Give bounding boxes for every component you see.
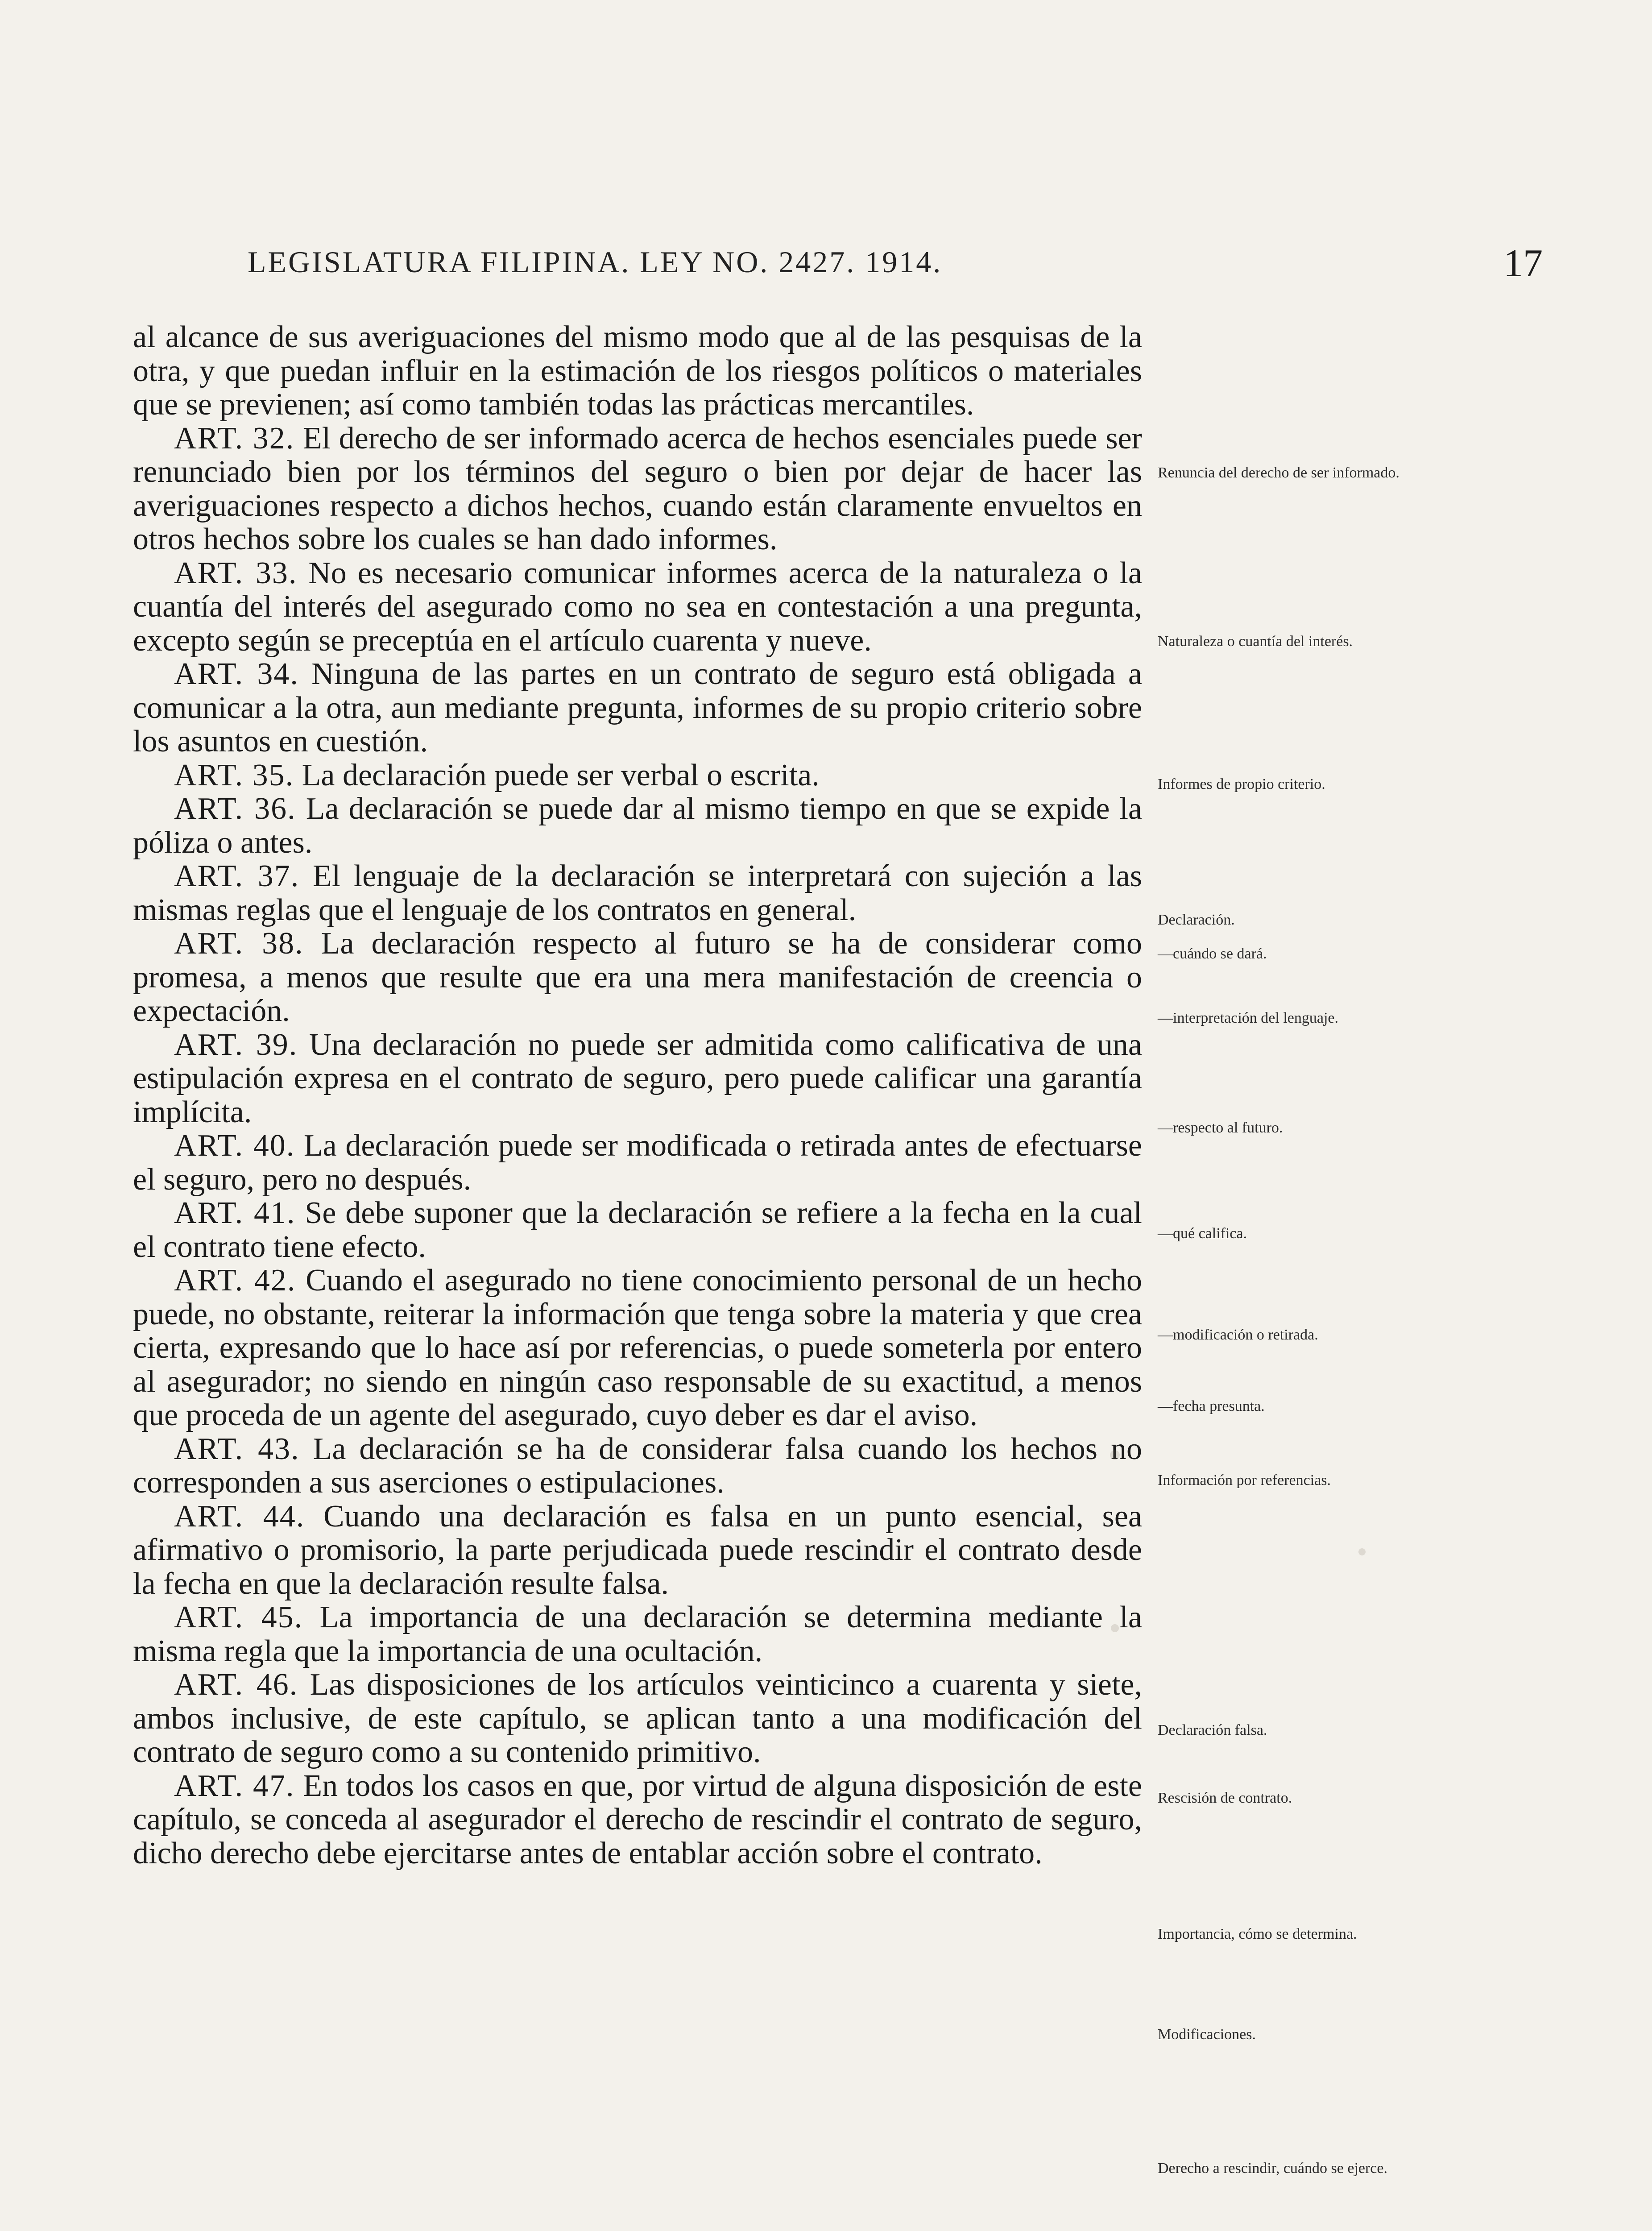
article-36: [133, 792, 1142, 859]
sidenote-califica: —qué califica.: [1158, 1225, 1247, 1242]
article-label: ART. 45.: [174, 1600, 303, 1634]
sidenote-informes: Informes de propio criterio.: [1158, 776, 1325, 792]
sidenote-futuro: —respecto al futuro.: [1158, 1120, 1283, 1136]
article-46: [133, 1668, 1142, 1769]
article-text: En todos los casos en que, por virtud de alguna disposición de este capítulo, se conceda al asegurador el derecho de rescindir el contrato de seguro, dicho derecho debe ejercitarse antes de entablar acción sobre el contrato.: [133, 1768, 1142, 1870]
article-label: ART. 46.: [174, 1667, 298, 1702]
article-39: [133, 1028, 1142, 1129]
article-label: ART. 36.: [174, 792, 296, 826]
article-text: La declaración puede ser verbal o escrita.: [302, 758, 820, 792]
sidenote-fecha: —fecha presunta.: [1158, 1398, 1265, 1414]
page-number: 17: [1503, 242, 1543, 285]
article-label: ART. 35.: [174, 758, 294, 792]
article-40: [133, 1129, 1142, 1196]
article-label: ART. 34.: [174, 657, 299, 691]
article-label: ART. 32.: [174, 421, 295, 456]
article-43: [133, 1432, 1142, 1500]
article-text: Cuando el asegurado no tiene conocimiento personal de un hecho puede, no obstante, reiterar la información que tenga sobre la materia y que crea cierta, expresando que lo hace así por referencias, o puede someterla por entero al asegurador; no siendo en ningún caso responsable de su exactitud, a menos que proceda de un agente del asegurado, cuyo deber es dar el aviso.: [133, 1263, 1143, 1432]
article-label: ART. 42.: [174, 1263, 296, 1298]
article-text: La importancia de una declaración se determina mediante la misma regla que la importancia de una ocultación.: [133, 1600, 1142, 1668]
article-text: El derecho de ser informado acerca de hechos esenciales puede ser renunciado bien por los términos del seguro o bien por dejar de hacer las averiguaciones respecto a dichos hechos, cuando están claramente envueltos en otros hechos sobre los cuales se han dado informes.: [133, 421, 1142, 556]
sidenote-falsa: Declaración falsa.: [1158, 1722, 1267, 1738]
article-label: ART. 47.: [174, 1768, 295, 1803]
sidenote-importancia: Importancia, cómo se determina.: [1158, 1926, 1357, 1942]
article-text: La declaración se puede dar al mismo tiempo en que se expide la póliza o antes.: [133, 792, 1142, 860]
sidenote-referencias: Información por referencias.: [1158, 1472, 1331, 1489]
article-text: Cuando una declaración es falsa en un punto esencial, sea afirmativo o promisorio, la parte perjudicada puede rescindir el contrato desde la fecha en que la declaración resulte falsa.: [133, 1499, 1142, 1601]
article-37: [133, 859, 1142, 927]
paper-speck: [1358, 1548, 1366, 1555]
sidenote-derecho: Derecho a rescindir, cuándo se ejerce.: [1158, 2160, 1387, 2177]
article-text: Las disposiciones de los artículos veinticinco a cuarenta y siete, ambos inclusive, de este capítulo, se aplican tanto a una modificación del contrato de seguro como a su contenido primitivo.: [133, 1667, 1143, 1769]
article-text: Ninguna de las partes en un contrato de seguro está obligada a comunicar a la otra, aun mediante pregunta, informes de su propio criterio sobre los asuntos en cuestión.: [133, 657, 1143, 759]
sidenote-modificaciones: Modificaciones.: [1158, 2026, 1256, 2043]
article-label: ART. 43.: [174, 1431, 300, 1466]
article-47: [133, 1769, 1142, 1870]
article-42: [133, 1264, 1142, 1432]
sidenote-declaracion: Declaración.: [1158, 912, 1235, 928]
article-33: [133, 556, 1142, 658]
article-text: Una declaración no puede ser admitida como calificativa de una estipulación expresa en el contrato de seguro, pero puede calificar una garantía implícita.: [133, 1027, 1142, 1129]
sidenote-interpretacion: —interpretación del lenguaje.: [1158, 1010, 1338, 1026]
article-label: ART. 33.: [174, 556, 298, 590]
article-label: ART. 41.: [174, 1196, 296, 1230]
article-38: [133, 927, 1142, 1028]
article-label: ART. 37.: [174, 859, 300, 893]
sidenote-naturaleza: Naturaleza o cuantía del interés.: [1158, 633, 1353, 650]
article-text: El lenguaje de la declaración se interpretará con sujeción a las mismas reglas que el lenguaje de los contratos en general.: [133, 859, 1143, 927]
sidenote-cuando: —cuándo se dará.: [1158, 945, 1267, 962]
paper-speck: [1111, 1624, 1119, 1632]
sidenote-rescision: Rescisión de contrato.: [1158, 1790, 1292, 1806]
running-title: LEGISLATURA FILIPINA. LEY NO. 2427. 1914.: [248, 245, 943, 279]
article-text: No es necesario comunicar informes acerca de la naturaleza o la cuantía del interés del asegurado como no sea en contestación a una pregunta, excepto según se preceptúa en el artículo cuarenta y nueve.: [133, 556, 1143, 658]
article-label: ART. 38.: [174, 926, 304, 961]
paragraph-continuation: al alcance de sus averiguaciones del mismo modo que al de las pesquisas de la otra, y que puedan influir en la estimación de los riesgos políticos o materiales que se previenen; así como también todas las prácticas mercantiles.: [133, 320, 1142, 422]
article-text: La declaración respecto al futuro se ha de considerar como promesa, a menos que resulte que era una mera manifestación de creencia o expectación.: [133, 926, 1143, 1028]
article-44: [133, 1500, 1142, 1601]
article-34: [133, 657, 1142, 759]
sidenote-modificacion: —modificación o retirada.: [1158, 1327, 1318, 1343]
article-45: [133, 1601, 1142, 1668]
sidenote-renuncia: Renuncia del derecho de ser informado.: [1158, 464, 1399, 481]
article-text: La declaración se ha de considerar falsa cuando los hechos no corresponden a sus aserciones o estipulaciones.: [133, 1431, 1142, 1500]
article-35: [133, 759, 1142, 792]
article-text: La declaración puede ser modificada o retirada antes de efectuarse el seguro, pero no después.: [133, 1128, 1142, 1197]
article-label: ART. 40.: [174, 1128, 295, 1163]
article-label: ART. 44.: [174, 1499, 305, 1534]
paper-speck: [1110, 1450, 1120, 1460]
article-label: ART. 39.: [174, 1027, 298, 1062]
main-text-column: [133, 320, 1142, 1870]
article-text: Se debe suponer que la declaración se refiere a la fecha en la cual el contrato tiene efecto.: [133, 1196, 1143, 1264]
article-32: [133, 422, 1142, 556]
article-41: [133, 1196, 1142, 1264]
